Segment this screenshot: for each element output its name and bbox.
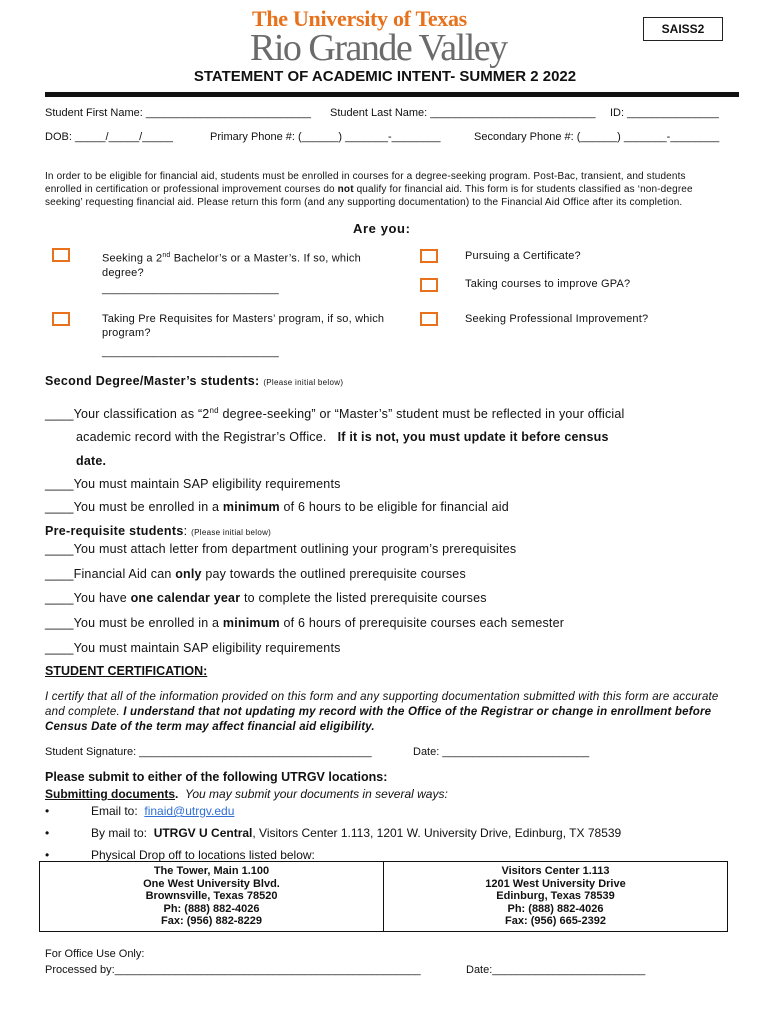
submit-subheading: Submitting documents. You may submit your documents in several ways: <box>45 787 448 801</box>
second-degree-heading: Second Degree/Master’s students: (Please initial below) <box>45 374 344 388</box>
option-prereq: Taking Pre Requisites for Masters’ program, if so, which program? <box>102 313 385 339</box>
last-name-field[interactable]: Student Last Name: ___________________________ <box>330 107 596 119</box>
id-field[interactable]: ID: _______________ <box>610 107 719 119</box>
locations-table <box>39 861 728 932</box>
bullet-email: • Email to: finaid@utrgv.edu <box>45 804 235 818</box>
title-divider <box>45 92 739 97</box>
dob-field[interactable]: DOB: _____/_____/_____ <box>45 131 173 143</box>
processed-by-field[interactable]: Processed by:__________________________________________________ <box>45 964 421 976</box>
logo-line-2: Rio Grande Valley <box>250 27 507 69</box>
second-degree-item-1-date: date. <box>76 454 107 468</box>
checkbox-prereq[interactable] <box>52 312 70 326</box>
first-name-field[interactable]: Student First Name: ___________________________ <box>45 107 312 119</box>
prereq-heading: Pre-requisite students: (Please initial below) <box>45 524 272 538</box>
option-second-degree: Seeking a 2nd Bachelor’s or a Master’s. If so, which degree? <box>102 252 361 279</box>
checkbox-second-degree[interactable] <box>52 248 70 262</box>
page-title: STATEMENT OF ACADEMIC INTENT- SUMMER 2 2022 <box>193 68 577 85</box>
option-professional: Seeking Professional Improvement? <box>465 313 649 325</box>
signature-field[interactable]: Student Signature: ______________________________________ <box>45 746 372 758</box>
prereq-item-1: ____You must attach letter from department outlining your program’s prerequisites <box>45 542 517 556</box>
prereq-blank[interactable]: ____________________________ <box>102 346 279 358</box>
second-degree-item-2: ____You must maintain SAP eligibility requirements <box>45 477 341 491</box>
second-degree-blank[interactable]: ____________________________ <box>102 283 279 295</box>
bullet-mail: • By mail to: UTRGV U Central, Visitors Center 1.113, 1201 W. University Drive, Edinburg, TX 78539 <box>45 826 622 840</box>
location-visitors-center: Visitors Center 1.113 1201 West University Drive Edinburg, Texas 78539 Ph: (888) 882-4026 Fax: (956) 665-2392 <box>383 862 727 931</box>
certification-heading: STUDENT CERTIFICATION: <box>45 664 208 678</box>
certification-text: I certify that all of the information provided on this form and any supporting documentation submitted with this form are accurate and complete. I understand that not updating my record with the Office of the Registrar or change in enrollment before Census Date of the term may affect financial aid eligibility. <box>45 691 719 733</box>
secondary-phone-field[interactable]: Secondary Phone #: (______) _______-________ <box>474 131 720 143</box>
second-degree-item-1-cont: academic record with the Registrar’s Office. If it is not, you must update it before census <box>76 430 609 444</box>
prereq-item-2: ____Financial Aid can only pay towards the outlined prerequisite courses <box>45 567 466 581</box>
checkbox-gpa[interactable] <box>420 278 438 292</box>
location-tower: The Tower, Main 1.100 One West University Blvd. Brownsville, Texas 78520 Ph: (888) 882-4026 Fax: (956) 882-8229 <box>143 865 280 927</box>
option-certificate: Pursuing a Certificate? <box>465 250 581 262</box>
office-date-field[interactable]: Date:_________________________ <box>466 964 646 976</box>
second-degree-item-3: ____You must be enrolled in a minimum of 6 hours to be eligible for financial aid <box>45 500 509 514</box>
form-code-box: SAISS2 <box>643 17 723 41</box>
signature-date-field[interactable]: Date: ________________________ <box>413 746 590 758</box>
checkbox-certificate[interactable] <box>420 249 438 263</box>
option-gpa: Taking courses to improve GPA? <box>465 278 631 290</box>
checkbox-professional[interactable] <box>420 312 438 326</box>
prereq-item-3: ____You have one calendar year to complete the listed prerequisite courses <box>45 591 487 605</box>
intro-paragraph: In order to be eligible for financial aid, students must be enrolled in courses for a degree-seeking program. Post-Bac, transient, and students enrolled in certification or professional improvement courses do not qualify for financial aid. This form is for students classified as ‘non-degree seeking’ requesting financial aid. Please return this form (and any supporting documentation) to the Financial Aid Office after its completion. <box>45 171 693 208</box>
bullet-drop: • Physical Drop off to locations listed below: <box>45 848 315 862</box>
primary-phone-field[interactable]: Primary Phone #: (______) _______-________ <box>210 131 441 143</box>
office-use-label: For Office Use Only: <box>45 948 145 960</box>
prereq-item-4: ____You must be enrolled in a minimum of 6 hours of prerequisite courses each semester <box>45 616 565 630</box>
are-you-heading: Are you: <box>353 221 411 236</box>
second-degree-item-1: ____Your classification as “2nd degree-seeking” or “Master’s” student must be reflected in your official <box>45 406 625 422</box>
email-link[interactable]: finaid@utrgv.edu <box>144 804 235 818</box>
prereq-item-5: ____You must maintain SAP eligibility requirements <box>45 641 341 655</box>
logo-line-1: The University of Texas <box>252 6 467 31</box>
submit-heading: Please submit to either of the following UTRGV locations: <box>45 770 388 784</box>
